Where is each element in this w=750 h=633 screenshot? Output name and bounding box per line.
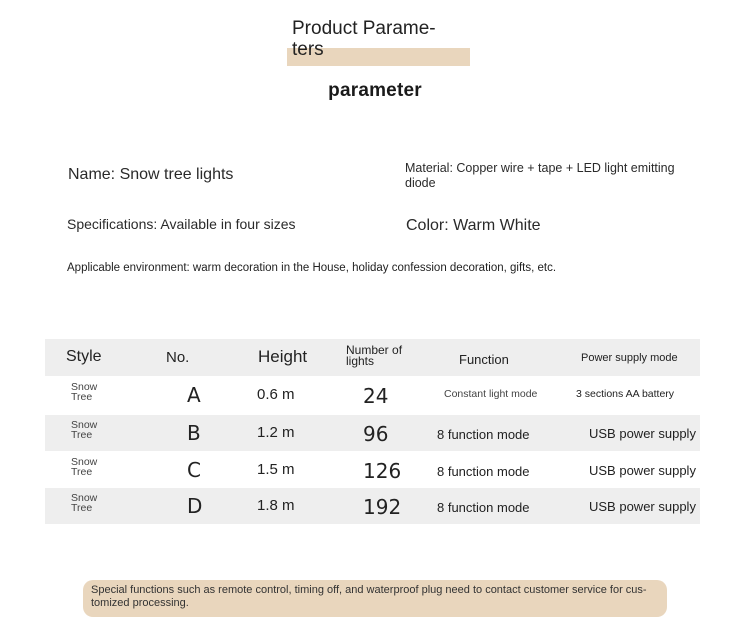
product-name: Name: Snow tree lights <box>68 166 234 183</box>
cell-function: 8 function mode <box>437 427 530 442</box>
table-header <box>45 339 700 376</box>
cell-no: A <box>187 383 201 407</box>
product-color: Color: Warm White <box>406 217 541 234</box>
table-row <box>45 452 700 488</box>
cell-style: Snow Tree <box>71 492 98 514</box>
cell-function: 8 function mode <box>437 464 530 479</box>
cell-function: Constant light mode <box>444 388 538 400</box>
cell-power: USB power supply <box>589 463 696 478</box>
cell-function: 8 function mode <box>437 500 530 515</box>
page-subtitle: parameter <box>328 80 422 101</box>
table-row <box>45 415 700 451</box>
product-material: Material: Copper wire + tape + LED light emitting diode <box>405 161 675 190</box>
product-specifications: Specifications: Available in four sizes <box>67 216 296 232</box>
cell-style: Snow Tree <box>71 419 98 441</box>
cell-lights: 192 <box>363 495 402 519</box>
cell-height: 1.5 m <box>257 461 295 478</box>
header-power: Power supply mode <box>581 352 678 364</box>
cell-lights: 96 <box>363 422 389 446</box>
table-row <box>45 377 700 413</box>
table-row <box>45 488 700 524</box>
cell-no: D <box>187 494 203 518</box>
header-function: Function <box>459 352 509 367</box>
cell-style: Snow Tree <box>71 381 98 403</box>
cell-power: 3 sections AA battery <box>576 388 675 400</box>
cell-no: B <box>187 421 201 445</box>
page-title: Product Parame- ters <box>292 18 436 60</box>
product-environment: Applicable environment: warm decoration in the House, holiday confession decoration, gifts, etc. <box>67 262 557 274</box>
cell-height: 1.8 m <box>257 497 295 514</box>
header-no: No. <box>166 349 190 366</box>
cell-no: C <box>187 458 201 482</box>
parameter-table <box>45 339 700 525</box>
header-height: Height <box>258 347 308 366</box>
cell-style: Snow Tree <box>71 456 98 478</box>
cell-height: 1.2 m <box>257 424 295 441</box>
special-functions-note <box>83 580 667 617</box>
cell-lights: 126 <box>363 459 402 483</box>
cell-height: 0.6 m <box>257 386 295 403</box>
cell-lights: 24 <box>363 384 389 408</box>
note-text: Special functions such as remote control, timing off, and waterproof plug need to contact customer service for cus- tomized processing. <box>91 584 647 609</box>
header-number-of-lights: Number of lights <box>346 343 403 368</box>
cell-power: USB power supply <box>589 426 696 441</box>
cell-power: USB power supply <box>589 499 696 514</box>
header-style: Style <box>66 348 102 365</box>
